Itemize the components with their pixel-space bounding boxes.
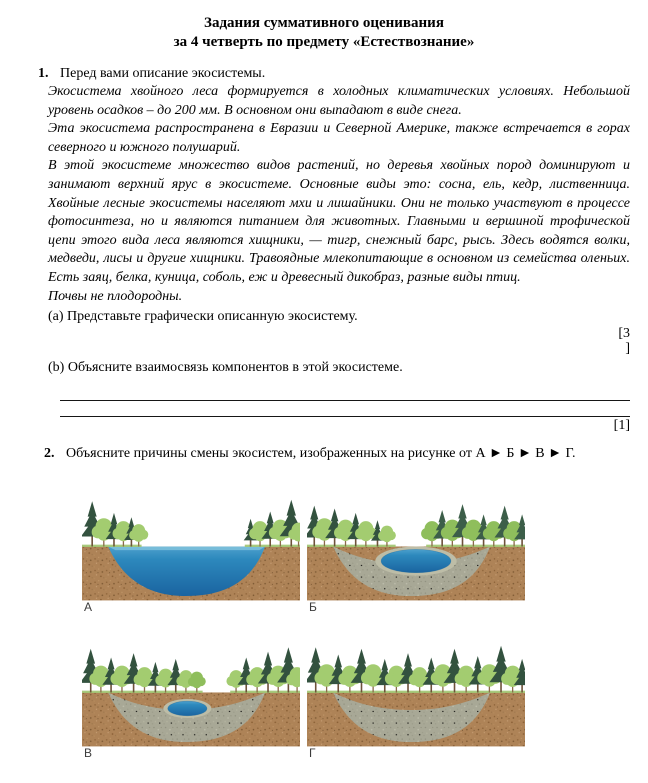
figure-illustration [82, 621, 300, 761]
answer-line-1[interactable] [60, 385, 630, 401]
figure-illustration [82, 475, 300, 615]
question-2-heading [44, 444, 630, 463]
question-1-number: 1. [38, 66, 49, 81]
description-paragraph: Экосистема хвойного леса формируется в холодных климатических условиях. Небольшой уровень осадков – до 200 мм. В основном они выпадают в виде снега. [48, 84, 630, 118]
figure-lake-overgrown [307, 621, 525, 761]
figure-lake-small-pond [82, 621, 300, 761]
figure-lake-full [82, 475, 300, 615]
question-1-part-b [48, 358, 630, 377]
question-2-text: Объясните причины смены экосистем, изображенных на рисунке от А ► Б ► В ► Г. [66, 446, 576, 462]
description-paragraph: В этой экосистеме множество видов растений, но деревья хвойных пород доминируют и занимают верхний ярус в экосистеме. Основные виды это: сосна, ель, кедр, лиственница. Хвойные лесные экосистемы населяют мхи и лишайники. Они не только участвуют в процессе фотосинтеза, но и являются питанием для животных. Главными и вершиной трофической цепи этого вида леса являются хищники, — тигр, снежный барс, рысь. Здесь водятся волки, медведи, лисы и другие хищники. Травоядные млекопитающие в основном из семейства оленьих. Есть заяц, белка, куница, соболь, еж и древесный дикобраз, разные виды птиц. [48, 158, 630, 285]
question-1-part-a [48, 307, 630, 326]
figure-label: А [84, 600, 93, 615]
question-1-heading [38, 64, 630, 83]
part-a-text: Представьте графически описанную экосистему. [67, 309, 358, 325]
question-1-intro: Перед вами описание экосистемы. [60, 66, 266, 81]
figure-label: В [84, 746, 93, 761]
figure-label: Г [309, 746, 316, 761]
part-a-marks-line1: [3 [618, 326, 630, 342]
answer-line-2[interactable] [60, 401, 630, 417]
question-2-number: 2. [44, 446, 55, 462]
figure-label: Б [309, 600, 317, 615]
doc-title-line1: Задания суммативного оценивания [204, 15, 444, 31]
succession-figure-grid [82, 475, 525, 761]
description-paragraph: Эта экосистема распространена в Евразии и Северной Америке, также встречается в горах северного и южного полушарий. [48, 121, 630, 155]
doc-title [48, 14, 600, 52]
figure-illustration [307, 621, 525, 761]
question-1-description [48, 83, 630, 306]
part-a-marks-line2: ] [625, 341, 630, 357]
part-b-label: (b) [48, 360, 65, 376]
figure-lake-shrinking [307, 475, 525, 615]
part-a-marks [48, 326, 630, 356]
part-b-marks: [1] [613, 418, 630, 434]
doc-title-line2: за 4 четверть по предмету «Естествознание» [173, 34, 475, 50]
part-b-text: Объясните взаимосвязь компонентов в этой экосистеме. [67, 360, 403, 376]
part-a-label: (a) [48, 309, 64, 325]
description-paragraph: Почвы не плодородны. [48, 288, 183, 304]
figure-illustration [307, 475, 525, 615]
